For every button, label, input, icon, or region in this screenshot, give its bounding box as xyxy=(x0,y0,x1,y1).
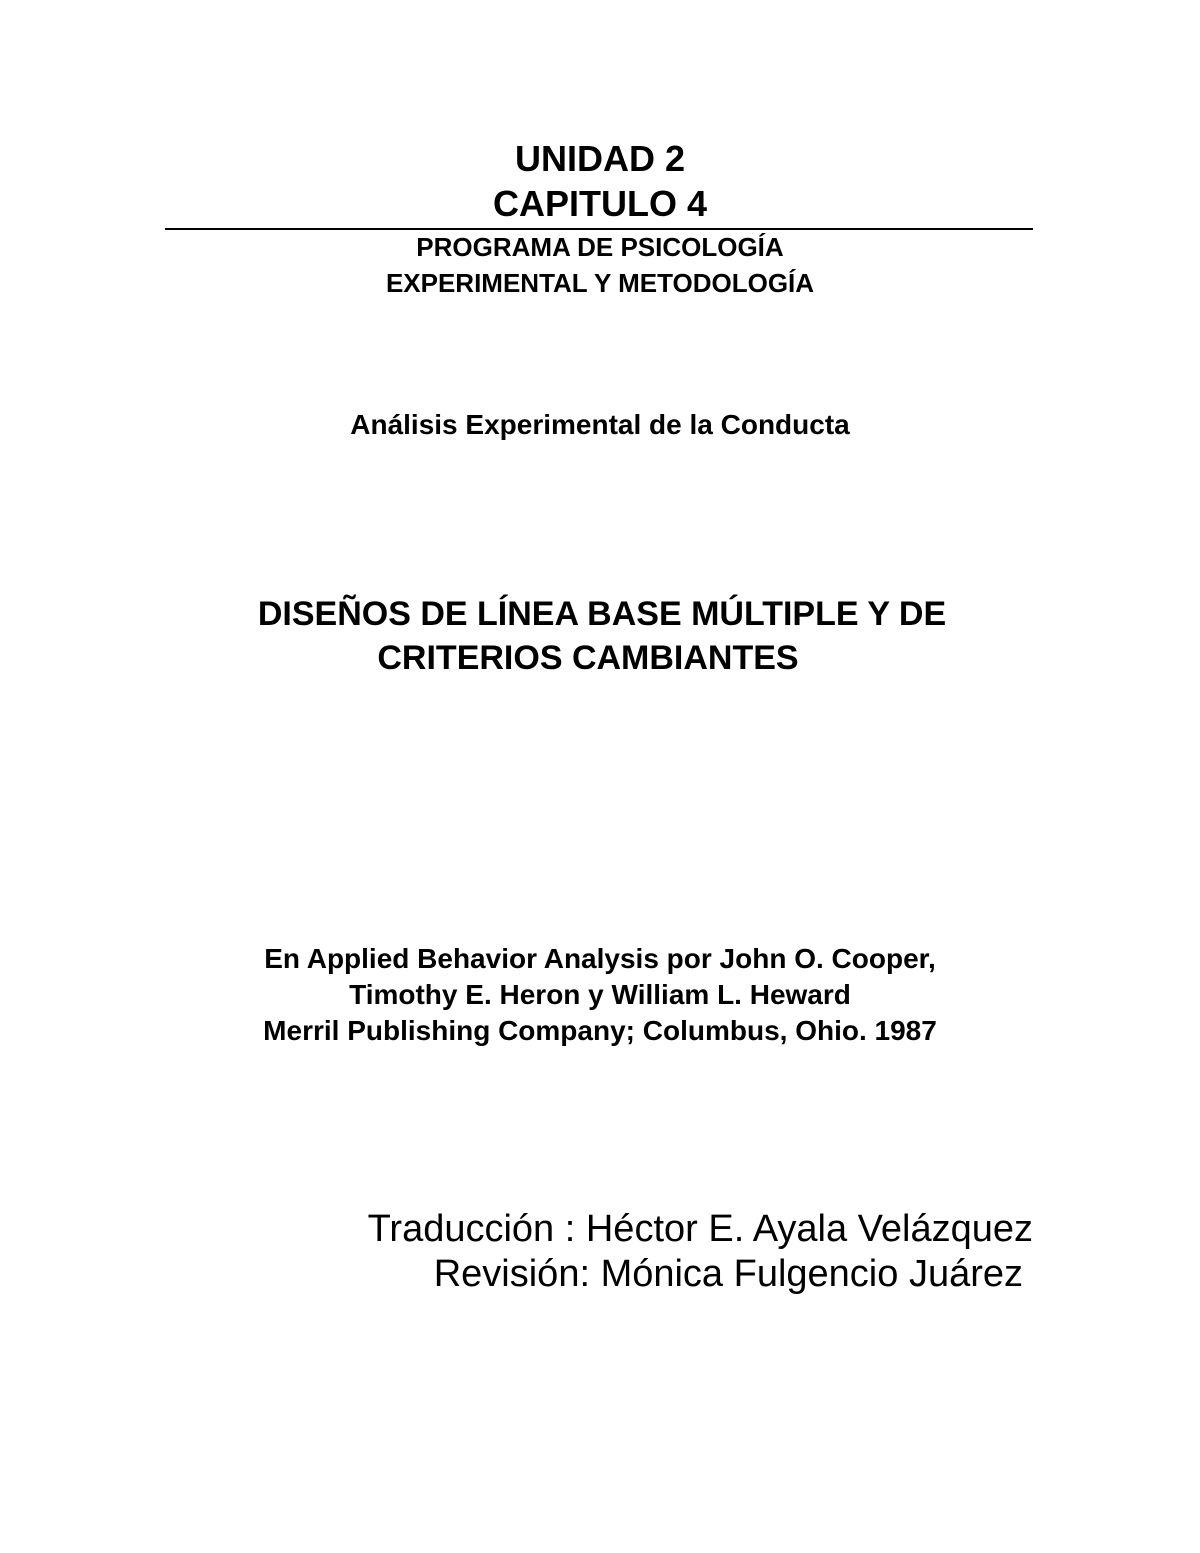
course-subject: Análisis Experimental de la Conducta xyxy=(350,409,850,440)
revision-credit: Revisión: Mónica Fulgencio Juárez xyxy=(433,1253,1023,1295)
reference-line-1: En Applied Behavior Analysis por John O. Cooper, xyxy=(264,943,936,974)
translation-credit: Traducción : Héctor E. Ayala Velázquez xyxy=(367,1208,1033,1250)
chapter-heading: CAPITULO 4 xyxy=(492,183,707,224)
program-name-line-2: EXPERIMENTAL Y METODOLOGÍA xyxy=(385,268,815,298)
program-name-line-1: PROGRAMA DE PSICOLOGÍA xyxy=(416,232,784,262)
reference-line-2: Timothy E. Heron y William L. Heward xyxy=(349,979,851,1010)
header-divider xyxy=(165,228,1033,230)
reference-line-3: Merril Publishing Company; Columbus, Ohio. 1987 xyxy=(263,1015,937,1046)
document-title-line-1: DISEÑOS DE LÍNEA BASE MÚLTIPLE Y DE xyxy=(257,595,947,633)
unit-heading: UNIDAD 2 xyxy=(514,138,685,179)
document-title-line-2: CRITERIOS CAMBIANTES xyxy=(377,639,799,677)
